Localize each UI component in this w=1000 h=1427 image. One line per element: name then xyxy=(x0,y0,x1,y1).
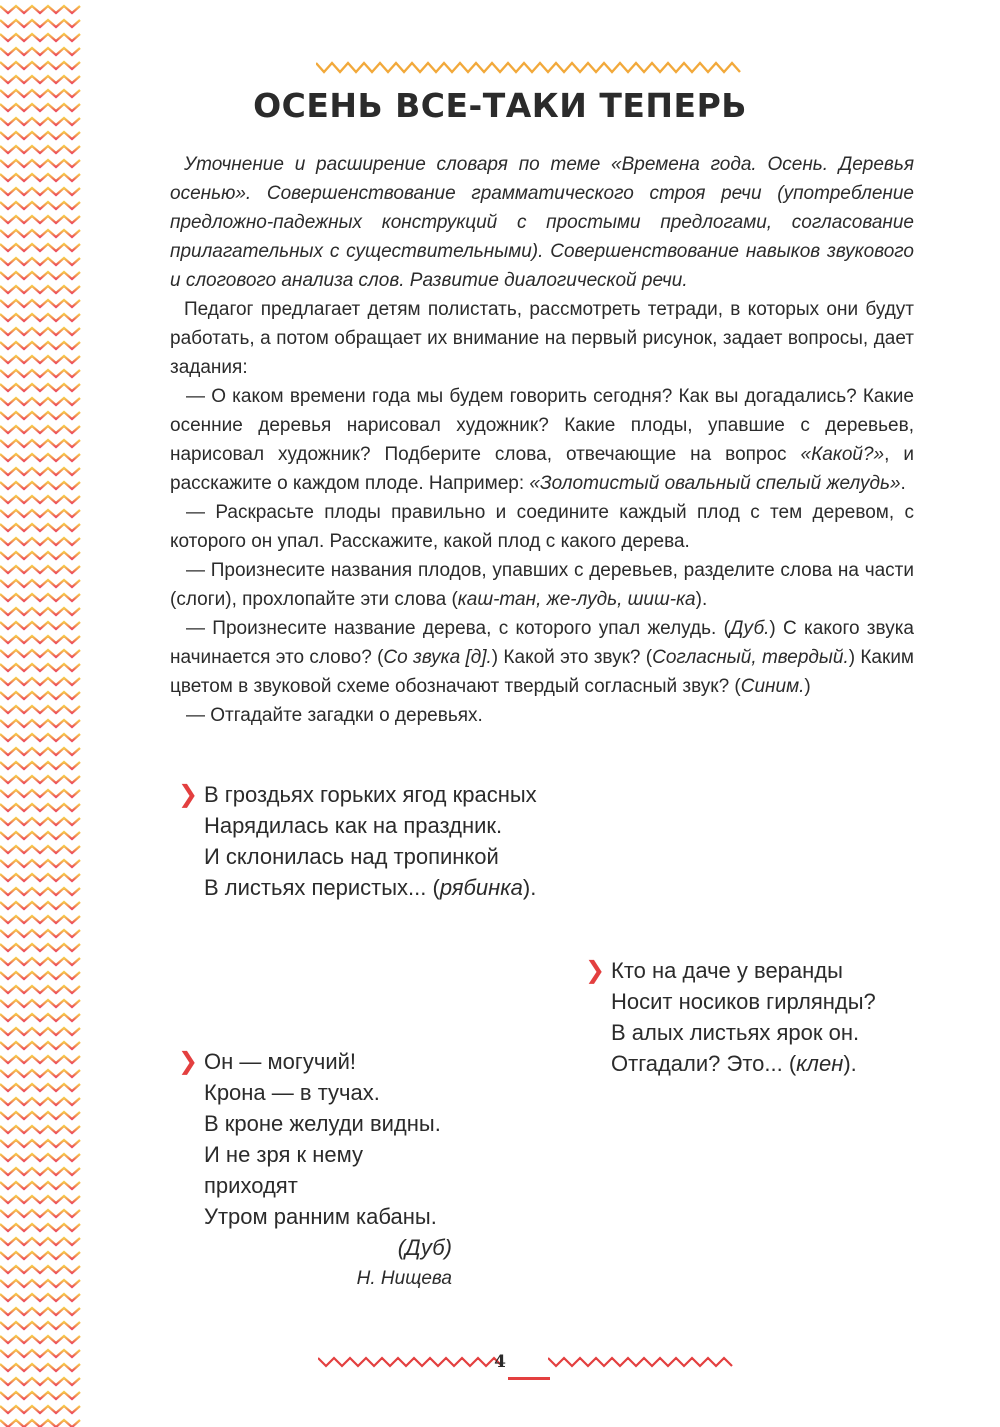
zigzag-line xyxy=(0,1140,80,1147)
zigzag-line xyxy=(0,426,80,433)
zigzag-line xyxy=(0,468,80,475)
riddle-line: ❯ В гроздьях горьких ягод красных xyxy=(178,781,537,808)
zigzag-line xyxy=(0,1098,80,1105)
zigzag-line xyxy=(0,902,80,909)
zigzag-line xyxy=(0,1350,80,1357)
zigzag-line xyxy=(0,454,80,461)
riddle-line: В алых листьях ярок он. xyxy=(611,1020,860,1045)
riddle-line: В листьях перистых... (рябинка). xyxy=(204,875,537,900)
zigzag-line xyxy=(0,1252,80,1259)
riddle-line: Носит носиков гирлянды? xyxy=(611,989,876,1014)
zigzag-line xyxy=(0,160,80,167)
zigzag-line xyxy=(0,6,80,13)
question-1: — О каком времени года мы будем говорить сегодня? Как вы догадались? Какие осенние деревья нарисовал художник? Какие плоды, упавшие с деревьев, нарисовал художник? Подберите слова, отвечающие на вопрос «Какой?», и расскажите о каждом плоде. Например: «Золотистый овальный спелый желудь». xyxy=(170,386,915,494)
riddle-line: ❯ Кто на даче у веранды xyxy=(585,957,843,984)
zigzag-line xyxy=(0,20,80,27)
zigzag-line xyxy=(0,510,80,517)
zigzag-line xyxy=(0,1308,80,1315)
paragraph-teacher: Педагог предлагает детям полистать, рассмотреть тетради, в которых они будут работать, а потом обращает их внимание на первый рисунок, задает вопросы, дает задания: xyxy=(170,299,914,378)
zigzag-line xyxy=(0,1336,80,1343)
zigzag-line xyxy=(0,846,80,853)
zigzag-line xyxy=(0,188,80,195)
zigzag-line xyxy=(0,1000,80,1007)
page-title: ОСЕНЬ ВСЕ-ТАКИ ТЕПЕРЬ xyxy=(253,86,747,125)
riddle-answer: рябинка xyxy=(439,875,523,900)
page-number: 4 xyxy=(494,1352,506,1372)
zigzag-line xyxy=(0,860,80,867)
zigzag-line xyxy=(0,678,80,685)
zigzag-line xyxy=(0,342,80,349)
zigzag-line xyxy=(0,328,80,335)
zigzag-line xyxy=(0,1112,80,1119)
zigzag-line xyxy=(0,258,80,265)
riddle-line: И склонилась над тропинкой xyxy=(204,844,499,869)
zigzag-line xyxy=(0,174,80,181)
zigzag-line xyxy=(0,216,80,223)
zigzag-line xyxy=(0,62,80,69)
zigzag-line xyxy=(0,412,80,419)
riddle-line: Крона — в тучах. xyxy=(204,1080,380,1105)
zigzag-line xyxy=(0,286,80,293)
intro-paragraph: Уточнение и расширение словаря по теме «Времена года. Осень. Деревья осенью». Совершенствование грамматического строя речи (употребление предложно-падежных конструкций с простыми предлогами, согласование прилагательных с существительными). Совершенствование навыков звукового и слогового анализа слов. Развитие диалогической речи. xyxy=(170,154,914,291)
zigzag-line xyxy=(0,356,80,363)
riddle-line: В кроне желуди видны. xyxy=(204,1111,441,1136)
zigzag-line xyxy=(0,244,80,251)
question-5: — Отгадайте загадки о деревьях. xyxy=(186,705,483,726)
zigzag-line xyxy=(0,804,80,811)
zigzag-line xyxy=(0,496,80,503)
zigzag-line xyxy=(0,958,80,965)
riddle-answer: клен xyxy=(796,1051,844,1076)
zigzag-line xyxy=(0,384,80,391)
zigzag-line xyxy=(0,972,80,979)
zigzag-line xyxy=(0,552,80,559)
zigzag-line xyxy=(0,314,80,321)
zigzag-line xyxy=(0,720,80,727)
zigzag-line xyxy=(0,230,80,237)
zigzag-line xyxy=(0,790,80,797)
riddle-oak xyxy=(178,1046,452,1294)
riddle-line: Нарядилась как на праздник. xyxy=(204,813,503,838)
zigzag-line xyxy=(0,538,80,545)
zigzag-line xyxy=(0,888,80,895)
bottom-wave-right xyxy=(548,1355,738,1371)
zigzag-line xyxy=(0,1028,80,1035)
zigzag-line xyxy=(0,398,80,405)
zigzag-line xyxy=(0,1322,80,1329)
riddle-answer: (Дуб) xyxy=(397,1235,452,1260)
zigzag-line xyxy=(0,706,80,713)
zigzag-line xyxy=(0,762,80,769)
zigzag-line xyxy=(0,132,80,139)
top-wave-decoration xyxy=(316,60,746,78)
zigzag-line xyxy=(0,594,80,601)
riddle-author: Н. Нищева xyxy=(356,1268,452,1289)
zigzag-line xyxy=(0,1224,80,1231)
left-zigzag-border xyxy=(0,0,86,1427)
zigzag-line xyxy=(0,692,80,699)
zigzag-line xyxy=(0,930,80,937)
zigzag-line xyxy=(0,650,80,657)
question-2: — Раскрасьте плоды правильно и соедините каждый плод с тем деревом, с которого он упал. Расскажите, какой плод с какого дерева. xyxy=(170,502,914,552)
zigzag-line xyxy=(0,146,80,153)
zigzag-line xyxy=(0,1238,80,1245)
zigzag-line xyxy=(0,202,80,209)
zigzag-line xyxy=(0,272,80,279)
riddle-line: Отгадали? Это... (клен). xyxy=(611,1051,857,1076)
riddle-maple xyxy=(585,955,876,1079)
zigzag-line xyxy=(0,76,80,83)
zigzag-line xyxy=(0,608,80,615)
zigzag-line xyxy=(0,1168,80,1175)
riddle-line: ❯ Он — могучий! xyxy=(178,1048,357,1075)
zigzag-line xyxy=(0,916,80,923)
chevron-right-icon: ❯ xyxy=(585,957,606,984)
zigzag-line xyxy=(0,1406,80,1413)
zigzag-line xyxy=(0,524,80,531)
zigzag-line xyxy=(0,874,80,881)
question-4: — Произнесите название дерева, с которого упал желудь. (Дуб.) С какого звука начинается это слово? (Со звука [д].) Какой это звук? (Согласный, твердый.) Каким цветом в звуковой схеме обозначают твердый согласный звук? (Синим.) xyxy=(170,618,914,697)
zigzag-line xyxy=(0,1378,80,1385)
riddle-rowan xyxy=(178,779,537,903)
zigzag-line xyxy=(0,580,80,587)
question-3: — Произнесите названия плодов, упавших с деревьев, разделите слова на части (слоги), прохлопайте эти слова (каш-тан, же-лудь, шиш-ка). xyxy=(170,560,914,610)
zigzag-line xyxy=(0,440,80,447)
zigzag-line xyxy=(0,832,80,839)
zigzag-line xyxy=(0,734,80,741)
zigzag-line xyxy=(0,1210,80,1217)
zigzag-line xyxy=(0,776,80,783)
zigzag-line xyxy=(0,1042,80,1049)
zigzag-line xyxy=(0,1084,80,1091)
zigzag-line xyxy=(0,370,80,377)
riddle-line: И не зря к нему приходят xyxy=(204,1142,364,1198)
zigzag-line xyxy=(0,1392,80,1399)
zigzag-line xyxy=(0,34,80,41)
zigzag-line xyxy=(0,636,80,643)
body-text xyxy=(170,150,914,730)
zigzag-line xyxy=(0,664,80,671)
zigzag-line xyxy=(0,1280,80,1287)
zigzag-line xyxy=(0,1014,80,1021)
zigzag-line xyxy=(0,748,80,755)
chevron-right-icon: ❯ xyxy=(178,781,199,808)
zigzag-line xyxy=(0,1420,80,1427)
chevron-right-icon: ❯ xyxy=(178,1048,199,1075)
zigzag-line xyxy=(0,482,80,489)
zigzag-line xyxy=(0,1182,80,1189)
zigzag-line xyxy=(0,944,80,951)
zigzag-line xyxy=(0,1154,80,1161)
zigzag-line xyxy=(0,1070,80,1077)
zigzag-line xyxy=(0,300,80,307)
zigzag-line xyxy=(0,1056,80,1063)
zigzag-line xyxy=(0,622,80,629)
zigzag-line xyxy=(0,566,80,573)
zigzag-line xyxy=(0,1266,80,1273)
zigzag-line xyxy=(0,1364,80,1371)
zigzag-line xyxy=(0,1126,80,1133)
zigzag-line xyxy=(0,1196,80,1203)
riddle-line: Утром ранним кабаны. xyxy=(204,1204,437,1229)
page-number-underline xyxy=(508,1377,550,1380)
zigzag-line xyxy=(0,986,80,993)
zigzag-line xyxy=(0,48,80,55)
zigzag-line xyxy=(0,1294,80,1301)
zigzag-line xyxy=(0,818,80,825)
